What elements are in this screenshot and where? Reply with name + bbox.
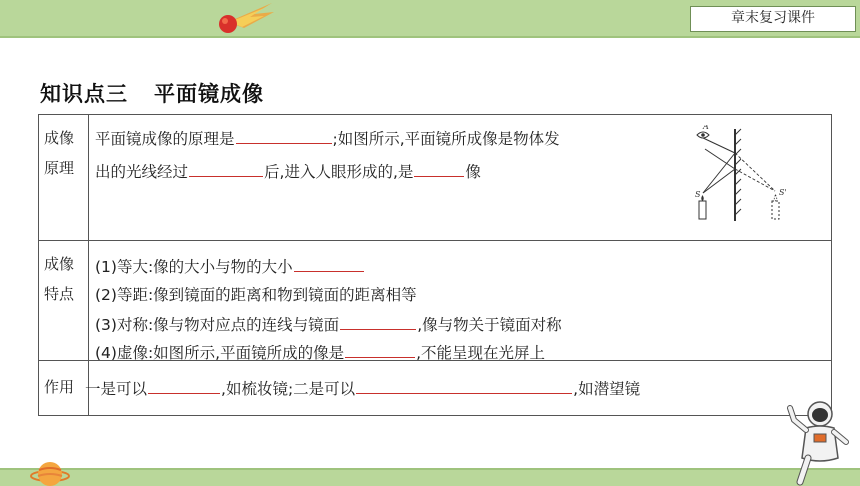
courseware-badge: 章末复习课件 (690, 6, 856, 32)
section-number: 知识点三 (40, 82, 128, 106)
fill-blank[interactable] (294, 254, 364, 272)
text-line (95, 254, 365, 277)
text-segment: ,像与物关于镜面对称 (417, 316, 562, 334)
row-header-line: 成像 (44, 255, 75, 273)
fill-blank[interactable] (236, 126, 332, 144)
text-line (95, 340, 545, 363)
text-line (95, 312, 562, 335)
row-header-line: 原理 (44, 159, 75, 177)
row-header-line: 特点 (44, 285, 75, 303)
row-body-features (95, 241, 831, 360)
planet-icon (30, 456, 70, 486)
knowledge-table (38, 114, 832, 416)
fill-blank[interactable] (189, 159, 263, 177)
text-segment: 后,进入人眼形成的,是 (264, 163, 414, 181)
fill-blank[interactable] (148, 376, 220, 394)
text-segment: (3)对称:像与物对应点的连线与镜面 (95, 316, 340, 334)
table-row-features (39, 241, 831, 361)
astronaut-icon (786, 398, 854, 486)
text-segment: (2)等距:像到镜面的距离和物到镜面的距离相等 (95, 286, 417, 304)
top-banner-divider (0, 36, 860, 38)
text-line (95, 283, 417, 305)
text-segment: ,如梳妆镜;二是可以 (221, 380, 356, 398)
text-segment: 平面镜成像的原理是 (95, 130, 235, 148)
label-s-prime: S' (779, 188, 787, 197)
row-header-principle (39, 115, 89, 240)
label-s: S (695, 190, 701, 199)
row-body-usage (85, 361, 831, 415)
bottom-banner (0, 470, 860, 486)
fill-blank[interactable] (356, 376, 572, 394)
row-header-features (39, 241, 89, 360)
text-segment: (4)虚像:如图所示,平面镜所成的像是 (95, 344, 345, 362)
text-line (95, 159, 481, 182)
section-title (40, 78, 264, 108)
text-segment: 像 (465, 163, 481, 181)
section-name: 平面镜成像 (154, 82, 264, 106)
fill-blank[interactable] (340, 312, 416, 330)
comet-icon (214, 0, 276, 36)
text-segment: 一是可以 (85, 380, 148, 398)
plane-mirror-diagram (695, 125, 805, 229)
fill-blank[interactable] (345, 340, 415, 358)
row-header-line: 作用 (44, 378, 75, 396)
table-row-principle (39, 115, 831, 241)
text-line (95, 126, 560, 149)
text-segment: ,不能呈现在光屏上 (416, 344, 546, 362)
row-header-usage (39, 361, 89, 415)
row-header-line: 成像 (44, 129, 75, 147)
table-row-usage (39, 361, 831, 415)
fill-blank[interactable] (414, 159, 464, 177)
text-segment: (1)等大:像的大小与物的大小 (95, 258, 293, 276)
text-segment: 出的光线经过 (95, 163, 189, 181)
label-a: A (703, 125, 709, 131)
text-segment: ;如图所示,平面镜所成像是物体发 (332, 130, 560, 148)
text-line (85, 376, 640, 399)
text-segment: ,如潜望镜 (573, 380, 641, 398)
row-body-principle (95, 115, 831, 240)
